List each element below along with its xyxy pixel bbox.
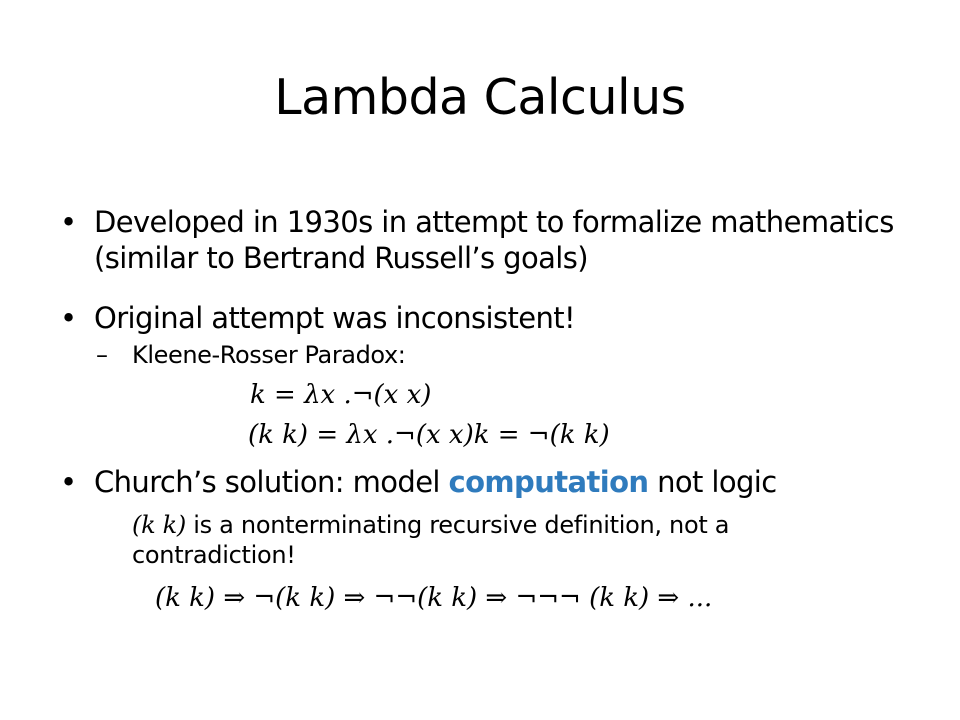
bullet-inconsistent (60, 300, 576, 336)
sub-bullet-dash: – (96, 341, 108, 369)
bullet-text-suffix: not logic (648, 465, 777, 499)
bullet-church-solution (60, 464, 777, 500)
bullet-dot: • (60, 301, 77, 335)
formula-reduction-chain: (k k) ⇒ ¬(k k) ⇒ ¬¬(k k) ⇒ ¬¬¬ (k k) ⇒ ... (155, 583, 713, 613)
bullet-text: Developed in 1930s in attempt to formalize mathematics (similar to Bertrand Russell’s goals) (94, 205, 894, 275)
formula-k-definition: k = λx .¬(x x) (250, 380, 432, 410)
bullet-developed (60, 204, 894, 276)
slide-title: Lambda Calculus (274, 69, 686, 126)
recursion-note (132, 510, 852, 570)
bullet-text-prefix: Church’s solution: model (94, 465, 449, 499)
sub-bullet-text: Kleene-Rosser Paradox: (132, 341, 406, 369)
bullet-dot: • (60, 205, 77, 239)
bullet-dot: • (60, 465, 77, 499)
highlight-computation: computation (448, 465, 649, 499)
sub-bullet-paradox (96, 340, 406, 370)
bullet-text: Original attempt was inconsistent! (94, 301, 576, 335)
note-text: is a nonterminating recursive definition, not a contradiction! (132, 511, 730, 569)
formula-k-application: (k k) = λx .¬(x x)k = ¬(k k) (248, 420, 610, 450)
note-math: (k k) (132, 511, 186, 539)
